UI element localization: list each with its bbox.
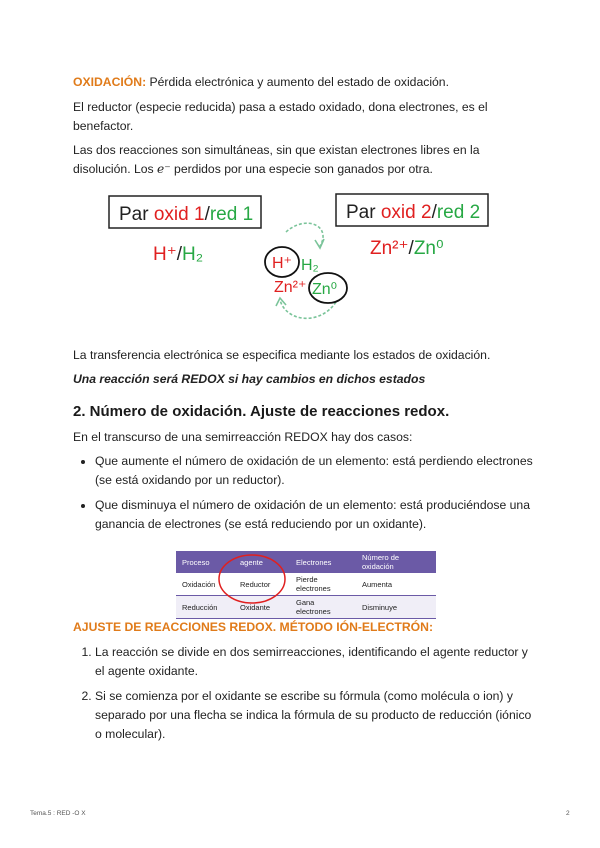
table-header-row bbox=[176, 551, 436, 573]
list-item: • Que disminuya el número de oxidación de un elemento: está produciéndose una ganancia de electrones (se está reduciendo por un oxidante). bbox=[95, 496, 535, 534]
simult-text-a: Las dos reacciones son simultáneas, sin que existan electrones libres en la disolución. Los bbox=[73, 143, 480, 176]
simult-text-b: perdidos por una especie son ganados por otra. bbox=[170, 162, 433, 176]
table-cell: Gana electrones bbox=[290, 596, 356, 619]
table-header: agente bbox=[234, 551, 290, 573]
arrow-head-top bbox=[315, 239, 324, 248]
section2-intro: En el transcurso de una semirreacción REDOX hay dos casos: bbox=[73, 430, 413, 444]
table-cell: Oxidante bbox=[234, 596, 290, 619]
list-item: • Que aumente el número de oxidación de un elemento: está perdiendo electrones (se está oxidando por un reductor). bbox=[95, 452, 535, 490]
section3-steps bbox=[73, 643, 535, 750]
footer-title: Tema.5 : RED -O X bbox=[30, 810, 86, 817]
center-zn0: Zn⁰ bbox=[312, 281, 338, 298]
page-number: 2 bbox=[566, 810, 570, 817]
table-cell: Oxidación bbox=[176, 573, 234, 596]
oxidacion-definition bbox=[73, 73, 449, 92]
list-item: 2. Si se comienza por el oxidante se escribe su fórmula (como molécula o ion) y separado por una flecha se indica la fórmula de su producto de reducción (iónico o molecular). bbox=[95, 687, 535, 744]
pair2-box-label: Par oxid 2/red 2 bbox=[346, 202, 481, 223]
table-header: Proceso bbox=[176, 551, 234, 573]
transfer-paragraph: La transferencia electrónica se especifica mediante los estados de oxidación. bbox=[73, 348, 491, 362]
oxidacion-text: Pérdida electrónica y aumento del estado de oxidación. bbox=[146, 75, 449, 89]
pair1-formula: H⁺/H₂ bbox=[153, 244, 204, 265]
redox-table bbox=[176, 551, 436, 619]
redox-pairs-diagram bbox=[108, 192, 498, 332]
redox-rule: Una reacción será REDOX si hay cambios en dichos estados bbox=[73, 372, 426, 386]
table-header: Electrones bbox=[290, 551, 356, 573]
table-cell: Reductor bbox=[234, 573, 290, 596]
list-item: 1. La reacción se divide en dos semirreacciones, identificando el agente reductor y el agente oxidante. bbox=[95, 643, 535, 681]
pair1-box-label: Par oxid 1/red 1 bbox=[119, 204, 254, 225]
section2-title: 2. Número de oxidación. Ajuste de reacciones redox. bbox=[73, 403, 450, 420]
table-row bbox=[176, 596, 436, 619]
redox-table-wrapper bbox=[176, 551, 436, 619]
oxidacion-label: OXIDACIÓN: bbox=[73, 75, 147, 89]
section3-title: AJUSTE DE REACCIONES REDOX. MÉTODO IÓN-ELECTRÓN: bbox=[73, 620, 434, 634]
reductor-paragraph: El reductor (especie reducida) pasa a estado oxidado, dona electrones, es el benefactor. bbox=[73, 100, 488, 133]
pair2-formula: Zn²⁺/Zn⁰ bbox=[370, 238, 444, 259]
table-cell: Pierde electrones bbox=[290, 573, 356, 596]
table-cell: Disminuye bbox=[356, 596, 436, 619]
section2-bullets bbox=[73, 452, 535, 540]
center-zn2: Zn²⁺ bbox=[274, 279, 307, 296]
center-h2: H₂ bbox=[301, 257, 319, 274]
center-h-plus: H⁺ bbox=[272, 255, 292, 272]
agent-column-circle bbox=[216, 551, 296, 607]
electron-symbol: e⁻ bbox=[157, 162, 171, 176]
table-row bbox=[176, 573, 436, 596]
table-cell: Reducción bbox=[176, 596, 234, 619]
table-cell: Aumenta bbox=[356, 573, 436, 596]
simultaneous-paragraph bbox=[73, 141, 513, 179]
table-header: Número de oxidación bbox=[356, 551, 436, 573]
